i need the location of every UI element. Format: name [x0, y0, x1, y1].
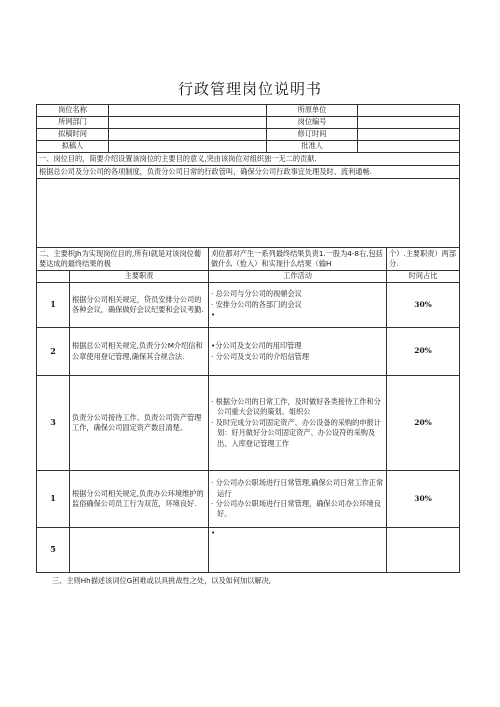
info-label: 批准人	[267, 141, 358, 153]
row-activities	[209, 328, 387, 376]
header-number	[37, 271, 70, 283]
header-duty: 主要职责	[70, 271, 209, 283]
info-row	[37, 105, 460, 117]
section1-heading: 一、岗位目的，简要介绍设置该岗位的主要目的意义,突由该岗位对组织独一无二的贡献.	[37, 153, 460, 166]
row-number: 2	[37, 328, 70, 376]
info-row	[37, 129, 460, 141]
info-label: 拟稿时间	[37, 129, 109, 141]
job-description-sheet	[36, 104, 459, 573]
section1-blank-row	[37, 179, 460, 248]
row-activities	[209, 283, 387, 328]
info-value[interactable]	[358, 129, 460, 141]
table-row	[37, 328, 460, 376]
row-number: 3	[37, 376, 70, 471]
info-label: 所网部门	[37, 117, 109, 129]
info-value[interactable]	[358, 141, 460, 153]
section1-body: 根据总公司及分公司的各项制度，负责分公司日常的行政管叫，确保分公司行政事宜处理及时、流利通畅.	[37, 166, 460, 179]
info-value[interactable]	[109, 105, 267, 117]
activity-item: · 分公司及支公司的介绍信管理	[211, 351, 310, 361]
section3-heading: 三、主则Hh描述该词位G困难或以具挑战性之处，以及如何加以解决,	[52, 576, 272, 585]
job-description-table	[36, 104, 460, 573]
info-value[interactable]	[358, 105, 460, 117]
row-share: 30%	[387, 471, 460, 528]
row-duty: 负责分公司接待工作、负责公司资产管理工作，确保公司固定资产数目清楚。	[70, 376, 209, 471]
info-value[interactable]	[109, 117, 267, 129]
table-row	[37, 376, 460, 471]
info-value[interactable]	[109, 129, 267, 141]
activity-item: •分公司及支公司的用印管理	[211, 341, 302, 351]
table-row	[37, 471, 460, 528]
section2-intro-right: 个）.主要职责）两部分.	[387, 248, 460, 271]
row-duty: 根据分公司相关规定,负责办公环境维护的监俗确保公司员工行为双范，环境良好.	[70, 471, 209, 528]
activity-item: · 安排分公司的各部门的会议	[211, 299, 302, 309]
document-title: 行政管理岗位说明书	[177, 80, 322, 98]
header-share: 时间占比	[387, 271, 460, 283]
row-number: 5	[37, 528, 70, 573]
row-activities	[209, 471, 387, 528]
duties-header-row	[37, 271, 460, 283]
row-duty[interactable]	[70, 528, 209, 573]
row-share: 30%	[387, 283, 460, 328]
section2-intro-left: 二、主要枳Jh为实现岗位目的,所有I就是对该岗位葡要达成的最终结果的极	[37, 248, 209, 271]
activity-item: · 及时完成分公司固定资产、办公设备的采购的申报计划：好月做好分公司固定资产、办公设符的采购及出、入库登记管理工作	[211, 417, 381, 448]
activity-item: · 根据分公司的日常工作，及时做好各类接待工作和分公司重大会议的策划、姐织公	[211, 396, 381, 417]
info-row	[37, 141, 460, 153]
section1-body-row	[37, 166, 460, 179]
info-label: 所原单位	[267, 105, 358, 117]
row-share: 20%	[387, 376, 460, 471]
row-duty: 根据总公司相关规定,负责分公M介绍信和公章使用登记管理,确保其合规合法.	[70, 328, 209, 376]
row-share: 20%	[387, 328, 460, 376]
table-row	[37, 528, 460, 573]
activity-item: · 总公司与分公司的视頓会议	[211, 289, 302, 299]
section1-blank[interactable]	[37, 179, 460, 248]
row-activities[interactable]	[209, 528, 387, 573]
activity-item: · 分公司办公职场进行日常管理,确保公司日常工作正常运行	[211, 478, 384, 498]
section1-heading-row	[37, 153, 460, 166]
row-duty: 根据分公司相关规定，贷员安排分公司的各种会议，确保做好会议纪要和会议考勤.	[70, 283, 209, 328]
activity-item: •	[211, 528, 216, 537]
info-value[interactable]	[358, 117, 460, 129]
row-number: 1	[37, 471, 70, 528]
info-label: 修订时间	[267, 129, 358, 141]
section2-intro-row	[37, 248, 460, 271]
info-label: 拟稿人	[37, 141, 109, 153]
info-row	[37, 117, 460, 129]
row-number: 1	[37, 283, 70, 328]
info-label: 岗位名称	[37, 105, 109, 117]
activity-item: •	[211, 310, 216, 320]
section2-intro-middle: 刈位都对产生一系列最终结果负责1.一股为4-8右,包括做什么（怆入）和实现什么结果（输H	[209, 248, 387, 271]
row-share[interactable]	[387, 528, 460, 573]
activity-item: · 分公司办公职场进行日常管理，确保公司办公环境良好。	[211, 499, 381, 519]
header-activity: 工作活动	[209, 271, 387, 283]
info-value[interactable]	[109, 141, 267, 153]
table-row	[37, 283, 460, 328]
info-label: 岗位编号	[267, 117, 358, 129]
row-activities	[209, 376, 387, 471]
